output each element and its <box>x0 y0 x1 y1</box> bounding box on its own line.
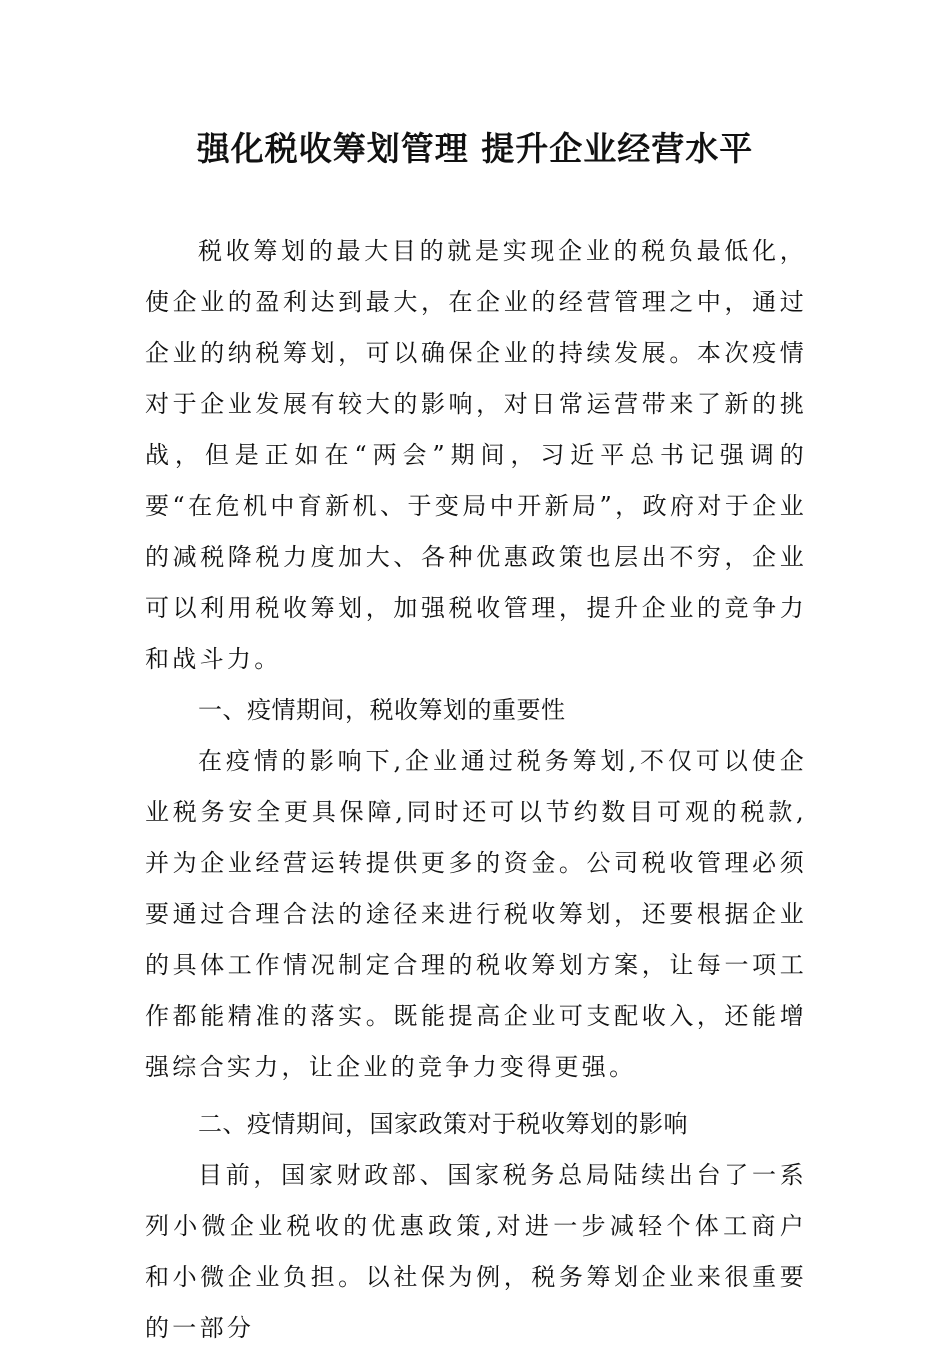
intro-paragraph: 税收筹划的最大目的就是实现企业的税负最低化，使企业的盈利达到最大，在企业的经营管理之中，通过企业的纳税筹划，可以确保企业的持续发展。本次疫情对于企业发展有较大的影响，对日常运营带来了新的挑战，但是正如在“两会”期间，习近平总书记强调的要“在危机中育新机、于变局中开新局”，政府对于企业的减税降税力度加大、各种优惠政策也层出不穷，企业可以利用税收筹划，加强税收管理，提升企业的竞争力和战斗力。 <box>145 237 807 673</box>
section-2-paragraph: 目前，国家财政部、国家税务总局陆续出台了一系列小微企业税收的优惠政策,对进一步减轻个体工商户和小微企业负担。以社保为例，税务筹划企业来很重要的一部分 <box>145 1161 807 1342</box>
document-title: 强化税收筹划管理 提升企业经营水平 <box>196 129 754 168</box>
section-heading-2: 二、疫情期间，国家政策对于税收筹划的影响 <box>198 1110 688 1138</box>
document-body <box>145 226 807 1354</box>
section-heading-1: 一、疫情期间，税收筹划的重要性 <box>198 696 566 724</box>
section-1-paragraph: 在疫情的影响下,企业通过税务筹划,不仅可以使企业税务安全更具保障,同时还可以节约数目可观的税款,并为企业经营运转提供更多的资金。公司税收管理必须要通过合理合法的途径来进行税收筹划，还要根据企业的具体工作情况制定合理的税收筹划方案，让每一项工作都能精准的落实。既能提高企业可支配收入，还能增强综合实力，让企业的竞争力变得更强。 <box>145 747 807 1081</box>
